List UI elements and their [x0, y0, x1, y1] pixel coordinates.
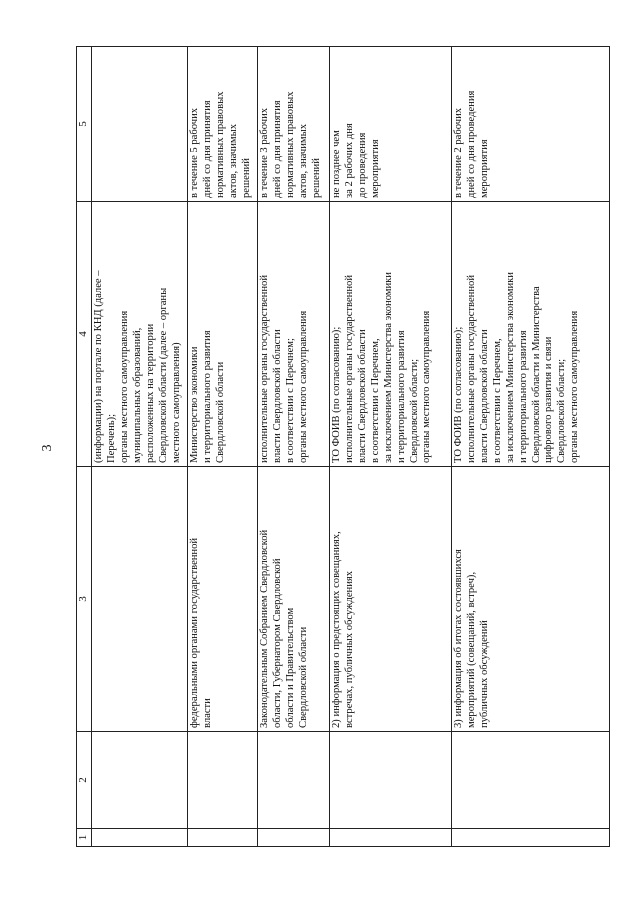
cell-col-5	[92, 47, 188, 202]
cell-col-5: в течение 5 рабочих дней со дня принятия нормативных правовых актов, значимых решений	[188, 47, 258, 202]
table-row	[330, 47, 452, 847]
table-row	[188, 47, 258, 847]
rotated-table-container	[76, 47, 610, 847]
cell-col-2	[258, 732, 330, 829]
cell-col-3	[92, 467, 188, 732]
header-col-2: 2	[77, 732, 92, 829]
cell-col-2	[330, 732, 452, 829]
header-col-5: 5	[77, 47, 92, 202]
cell-col-1	[188, 829, 258, 847]
page-number: 3	[40, 444, 55, 452]
header-col-3: 3	[77, 467, 92, 732]
cell-col-4: исполнительные органы государственной власти Свердловской области в соответствии с Перечнем; органы местного самоуправления	[258, 202, 330, 467]
cell-col-3: Законодательным Собранием Свердловской области, Губернатором Свердловской области и Правительством Свердловской области	[258, 467, 330, 732]
table-row	[452, 47, 610, 847]
cell-col-4: ТО ФОИВ (по согласованию); исполнительные органы государственной власти Свердловской области в соответствии с Перечнем, за исключением Министерства экономики и территориального развития Свердловской области; органы местного самоуправления	[330, 202, 452, 467]
cell-col-2	[452, 732, 610, 829]
cell-col-5: в течение 3 рабочих дней со дня принятия нормативных правовых актов, значимых решений	[258, 47, 330, 202]
table-row	[92, 47, 188, 847]
cell-col-3: 3) информация об итогах состоявшихся мероприятий (совещаний, встреч), публичных обсуждений	[452, 467, 610, 732]
cell-col-5: в течение 2 рабочих дней со дня проведения мероприятия	[452, 47, 610, 202]
cell-col-4: ТО ФОИВ (по согласованию); исполнительные органы государственной власти Свердловской области в соответствии с Перечнем, за исключением Министерства экономики и территориального развития Свердловской области и Министерства цифрового развития и связи Свердловской области; органы местного самоуправления	[452, 202, 610, 467]
cell-col-1	[452, 829, 610, 847]
cell-col-2	[92, 732, 188, 829]
cell-col-5: не позднее чем за 2 рабочих дня до проведения мероприятия	[330, 47, 452, 202]
cell-col-1	[330, 829, 452, 847]
cell-col-4: Министерство экономики и территориального развития Свердловской области	[188, 202, 258, 467]
cell-col-3: федеральными органами государственной власти	[188, 467, 258, 732]
header-col-4: 4	[77, 202, 92, 467]
cell-col-4: (информации) на портале по КНД (далее – Перечень); органы местного самоуправления муниципальных образований, расположенных на территории Свердловской области (далее – органы местного самоуправления)	[92, 202, 188, 467]
cell-col-1	[258, 829, 330, 847]
header-col-1: 1	[77, 829, 92, 847]
table-header-row	[77, 47, 92, 847]
cell-col-3: 2) информация о предстоящих совещаниях, встречах, публичных обсуждениях	[330, 467, 452, 732]
table-row	[258, 47, 330, 847]
document-table	[76, 46, 610, 847]
cell-col-1	[92, 829, 188, 847]
cell-col-2	[188, 732, 258, 829]
